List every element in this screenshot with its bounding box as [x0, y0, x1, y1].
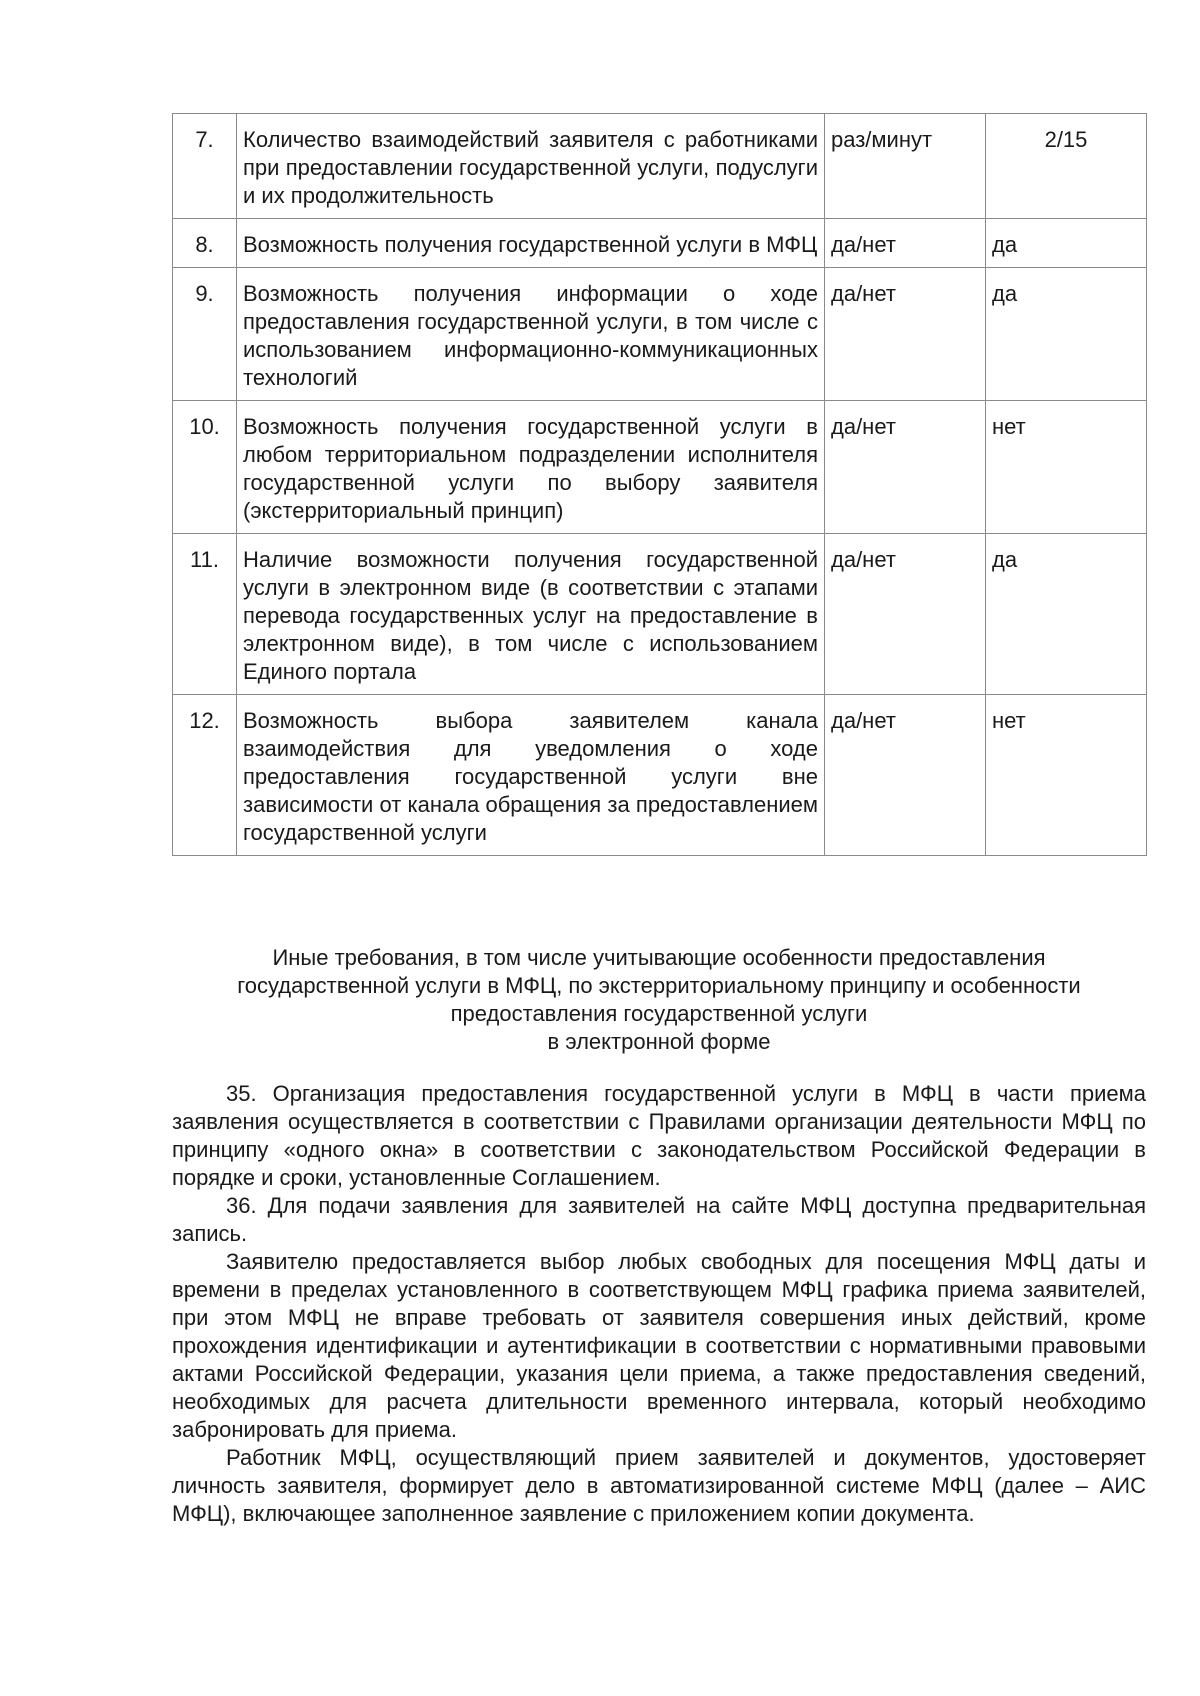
row-number: 9.: [173, 268, 237, 401]
body-text: [172, 1080, 1146, 1528]
unit-of-measure: да/нет: [825, 534, 986, 695]
table-row: [173, 401, 1147, 534]
unit-of-measure: да/нет: [825, 695, 986, 856]
indicator-name: Возможность получения государственной услуги в любом территориальном подразделении исполнителя государственной услуги по выбору заявителя (экстерриториальный принцип): [237, 401, 825, 534]
unit-of-measure: да/нет: [825, 401, 986, 534]
paragraph-36-worker: Работник МФЦ, осуществляющий прием заявителей и документов, удостоверяет личность заявителя, формирует дело в автоматизированной системе МФЦ (далее – АИС МФЦ), включающее заполненное заявление с приложением копии документа.: [172, 1445, 1146, 1526]
indicator-value: да: [986, 268, 1147, 401]
section-heading: [172, 944, 1146, 1056]
row-number: 11.: [173, 534, 237, 695]
paragraph-36-continued: Заявителю предоставляется выбор любых свободных для посещения МФЦ даты и времени в пределах установленного в соответствующем МФЦ графика приема заявителей, при этом МФЦ не вправе требовать от заявителя совершения иных действий, кроме прохождения идентификации и аутентификации в соответствии с нормативными правовыми актами Российской Федерации, указания цели приема, а также предоставления сведений, необходимых для расчета длительности временного интервала, который необходимо забронировать для приема.: [172, 1249, 1146, 1442]
indicator-value: да: [986, 534, 1147, 695]
indicator-name: Возможность выбора заявителем канала взаимодействия для уведомления о ходе предоставления государственной услуги вне зависимости от канала обращения за предоставлением государственной услуги: [237, 695, 825, 856]
row-number: 7.: [173, 114, 237, 219]
row-number: 10.: [173, 401, 237, 534]
section-heading-line: государственной услуги в МФЦ, по экстерриториальному принципу и особенности: [237, 973, 1081, 998]
unit-of-measure: раз/минут: [825, 114, 986, 219]
indicator-value: 2/15: [986, 114, 1147, 219]
indicators-table: [172, 113, 1147, 856]
table-row: [173, 534, 1147, 695]
indicator-name: Возможность получения государственной услуги в МФЦ: [237, 219, 825, 268]
indicator-name: Количество взаимодействий заявителя с работниками при предоставлении государственной услуги, подуслуги и их продолжительность: [237, 114, 825, 219]
indicator-value: нет: [986, 401, 1147, 534]
section-heading-line: Иные требования, в том числе учитывающие особенности предоставления: [272, 945, 1046, 970]
table-row: [173, 219, 1147, 268]
section-heading-line: в электронной форме: [547, 1029, 771, 1054]
row-number: 12.: [173, 695, 237, 856]
unit-of-measure: да/нет: [825, 219, 986, 268]
table-row: [173, 268, 1147, 401]
indicator-value: да: [986, 219, 1147, 268]
paragraph-35: 35. Организация предоставления государственной услуги в МФЦ в части приема заявления осуществляется в соответствии с Правилами организации деятельности МФЦ по принципу «одного окна» в соответствии с законодательством Российской Федерации в порядке и сроки, установленные Соглашением.: [172, 1081, 1146, 1190]
indicator-name: Возможность получения информации о ходе предоставления государственной услуги, в том числе с использованием информационно-коммуникационных технологий: [237, 268, 825, 401]
unit-of-measure: да/нет: [825, 268, 986, 401]
row-number: 8.: [173, 219, 237, 268]
table-row: [173, 114, 1147, 219]
indicator-value: нет: [986, 695, 1147, 856]
paragraph-36: 36. Для подачи заявления для заявителей на сайте МФЦ доступна предварительная запись.: [172, 1193, 1146, 1246]
section-heading-line: предоставления государственной услуги: [450, 1001, 868, 1026]
indicator-name: Наличие возможности получения государственной услуги в электронном виде (в соответствии с этапами перевода государственных услуг на предоставление в электронном виде), в том числе с использованием Единого портала: [237, 534, 825, 695]
table-row: [173, 695, 1147, 856]
